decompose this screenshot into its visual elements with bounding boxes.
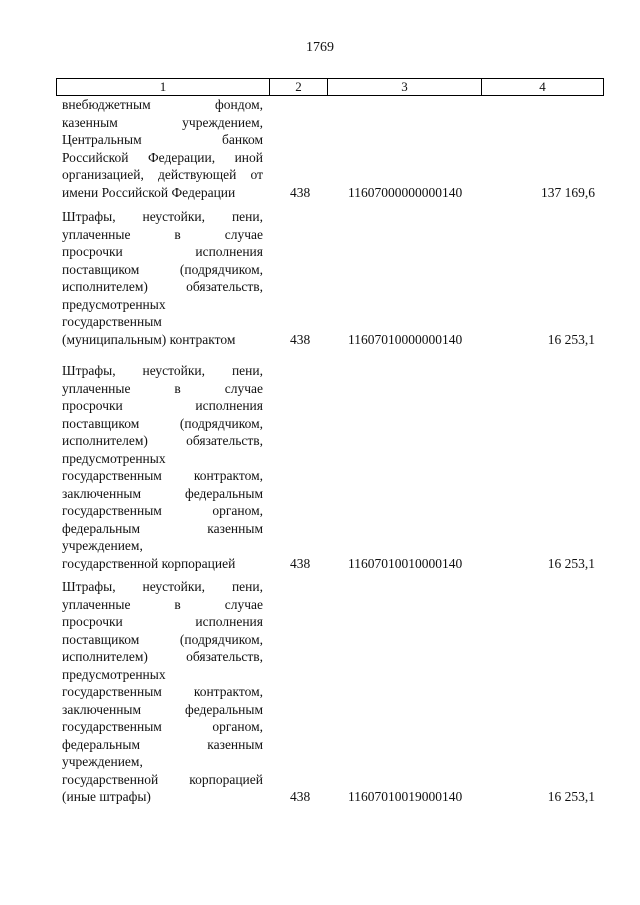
description-line: государственной корпорацией: [62, 555, 236, 571]
row-description: [62, 362, 263, 572]
description-line: федеральным казенным: [62, 736, 263, 752]
description-line: имени Российской Федерации: [62, 184, 236, 200]
amount: 16 253,1: [547, 789, 595, 804]
description-line: Российской Федерации, иной: [62, 149, 263, 165]
header-col-3: 3: [328, 79, 482, 96]
header-col-1: 1: [57, 79, 270, 96]
description-line: организацией, действующей от: [62, 167, 263, 182]
budget-classification-code: 11607010019000140: [348, 789, 463, 804]
description-line: государственным органом,: [62, 503, 263, 518]
description-line: Штрафы, неустойки, пени,: [62, 579, 263, 594]
admin-code: 438: [290, 331, 311, 347]
description-line: государственным контрактом,: [62, 468, 263, 483]
description-line: Штрафы, неустойки, пени,: [62, 209, 263, 224]
description-line: учреждением,: [62, 754, 143, 769]
row-description: [62, 208, 263, 348]
description-line: просрочки исполнения: [62, 614, 263, 629]
budget-classification-code: 11607000000000140: [348, 184, 463, 200]
description-line: предусмотренных: [62, 450, 166, 466]
description-line: просрочки исполнения: [62, 244, 263, 259]
description-line: исполнителем) обязательств,: [62, 279, 263, 294]
table-header: [56, 78, 604, 96]
description-line: (муниципальным) контрактом: [62, 331, 236, 347]
description-line: государственным органом,: [62, 719, 263, 734]
description-line: исполнителем) обязательств,: [62, 433, 263, 448]
description-line: просрочки исполнения: [62, 398, 263, 413]
description-line: предусмотренных: [62, 296, 166, 312]
table-row: [0, 208, 640, 348]
header-col-2: 2: [270, 79, 328, 96]
amount: 16 253,1: [547, 555, 595, 571]
description-line: Штрафы, неустойки, пени,: [62, 363, 263, 378]
description-line: государственным контрактом,: [62, 684, 263, 699]
description-line: поставщиком (подрядчиком,: [62, 631, 263, 647]
amount: 137 169,6: [541, 184, 595, 200]
description-line: поставщиком (подрядчиком,: [62, 415, 263, 431]
page-number: 1769: [306, 40, 334, 55]
description-line: заключенным федеральным: [62, 701, 263, 717]
admin-code: 438: [290, 555, 311, 571]
description-line: уплаченные в случае: [62, 596, 263, 612]
row-description: [62, 96, 263, 201]
description-line: (иные штрафы): [62, 789, 151, 804]
description-line: уплаченные в случае: [62, 226, 263, 242]
description-line: Центральным банком: [62, 132, 263, 147]
description-line: исполнителем) обязательств,: [62, 649, 263, 664]
description-line: предусмотренных: [62, 666, 166, 682]
description-line: уплаченные в случае: [62, 380, 263, 396]
budget-classification-code: 11607010010000140: [348, 555, 463, 571]
table-row: [0, 96, 640, 201]
row-description: [62, 578, 263, 806]
description-line: государственным: [62, 314, 162, 329]
budget-classification-code: 11607010000000140: [348, 331, 463, 347]
admin-code: 438: [290, 789, 311, 804]
description-line: учреждением,: [62, 538, 143, 553]
table-row: [0, 362, 640, 572]
description-line: государственной корпорацией: [62, 771, 263, 787]
header-col-4: 4: [482, 79, 604, 96]
amount: 16 253,1: [547, 331, 595, 347]
description-line: федеральным казенным: [62, 520, 263, 536]
description-line: поставщиком (подрядчиком,: [62, 261, 263, 277]
admin-code: 438: [290, 184, 311, 200]
description-line: казенным учреждением,: [62, 114, 263, 130]
table-row: [0, 578, 640, 806]
description-line: заключенным федеральным: [62, 485, 263, 501]
description-line: внебюджетным фондом,: [62, 97, 263, 112]
